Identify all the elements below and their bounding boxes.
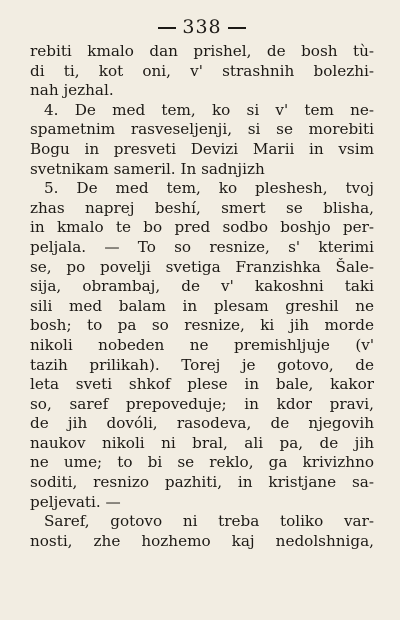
text-line: so, saref prepoveduje; in kdor pravi, — [30, 394, 374, 413]
paragraph-1 — [30, 42, 374, 101]
text-line: Bogu in presveti Devizi Marii in vsim — [30, 139, 374, 158]
text-line: nikoli nobeden ne premishljuje (v' — [30, 335, 374, 354]
paragraph-4 — [30, 512, 374, 551]
text-line: zhas naprej beshí, smert se blisha, — [30, 198, 374, 217]
page-header — [30, 14, 374, 40]
text-line: in kmalo te bo pred sodbo boshjo per- — [30, 218, 374, 237]
text-line: se, po povelji svetiga Franzishka Šale- — [30, 257, 374, 276]
text-line: 5. De med tem, ko pleshesh, tvoj — [44, 179, 374, 198]
text-line: 4. De med tem, ko si v' tem ne- — [44, 100, 374, 119]
text-line: Saref, gotovo ni treba toliko var- — [44, 512, 374, 531]
text-line: svetnikam sameril. In sadnjizh — [30, 159, 265, 178]
text-line: sija, obrambaj, de v' kakoshni taki — [30, 277, 374, 296]
text-line: naukov nikoli ni bral, ali pa, de jih — [30, 433, 374, 452]
text-line: soditi, resnizo pazhiti, in kristjane sa- — [30, 473, 374, 492]
text-line: nah jezhal. — [30, 81, 114, 100]
text-line: nosti, zhe hozhemo kaj nedolshniga, — [30, 531, 374, 550]
text-line: leta sveti shkof plese in bale, kakor — [30, 375, 374, 394]
paragraph-3 — [30, 179, 374, 512]
text-line: ne ume; to bi se reklo, ga krivizhno — [30, 453, 374, 472]
text-line: peljevati. — — [30, 492, 121, 511]
header-dash-left — [158, 27, 176, 29]
text-line: rebiti kmalo dan prishel, de bosh tù- — [30, 42, 374, 60]
text-line: sili med balam in plesam greshil ne — [30, 296, 374, 315]
text-line: di ti, kot oni, v' strashnih bolezhi- — [30, 61, 374, 80]
text-line: peljala. — To so resnize, s' kterimi — [30, 237, 374, 256]
text-line: bosh; to pa so resnize, ki jih morde — [30, 316, 374, 335]
paragraph-2 — [30, 101, 374, 179]
header-dash-right — [228, 27, 246, 29]
page-number: 338 — [182, 16, 222, 38]
text-line: de jih dovóli, rasodeva, de njegovih — [30, 414, 374, 433]
text-line: spametnim rasveseljenji, si se morebiti — [30, 120, 374, 139]
text-line: tazih prilikah). Torej je gotovo, de — [30, 355, 374, 374]
